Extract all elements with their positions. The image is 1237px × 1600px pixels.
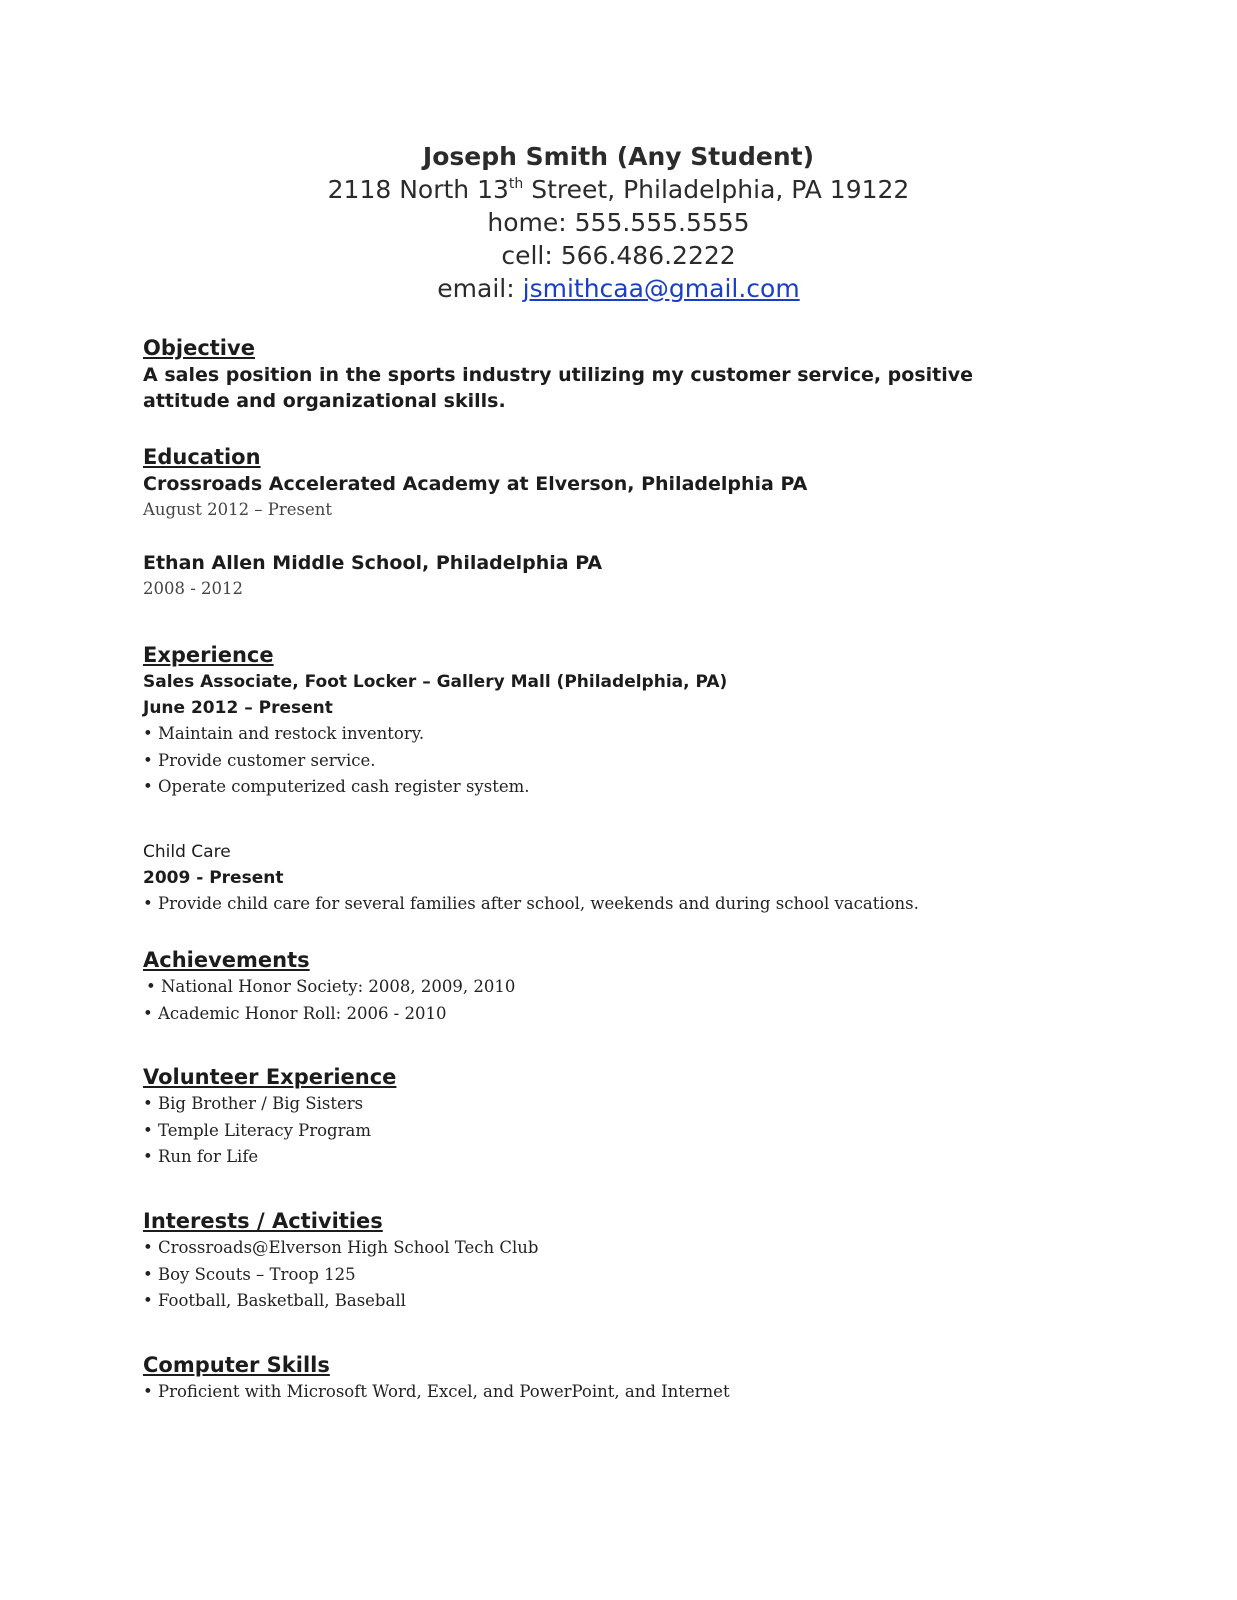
job-duties-list (143, 721, 1103, 801)
address-ordinal-suffix: th (508, 176, 524, 192)
job-duties-list (143, 891, 1103, 918)
job-dates: June 2012 – Present (143, 698, 333, 718)
list-item: • Football, Basketball, Baseball (143, 1288, 1103, 1315)
email-link[interactable]: jsmithcaa@gmail.com (522, 274, 800, 303)
achievements-list (143, 974, 1103, 1027)
interests-list (143, 1235, 1103, 1315)
list-item: • Boy Scouts – Troop 125 (143, 1262, 1103, 1289)
volunteer-heading: Volunteer Experience (143, 1065, 397, 1089)
childcare-entry (143, 839, 1103, 918)
skills-section (143, 1351, 1103, 1406)
email-label: email: (437, 274, 523, 303)
objective-section (143, 334, 1103, 414)
email-line (0, 272, 1237, 305)
skills-heading: Computer Skills (143, 1353, 330, 1377)
list-item: • Provide child care for several families after school, weekends and during school vacations. (143, 891, 1103, 918)
job-dates: 2009 - Present (143, 868, 284, 888)
list-item: • Big Brother / Big Sisters (143, 1091, 1103, 1118)
list-item: • Crossroads@Elverson High School Tech Club (143, 1235, 1103, 1262)
list-item: • Provide customer service. (143, 748, 1103, 775)
experience-heading: Experience (143, 643, 274, 667)
list-item: • Temple Literacy Program (143, 1118, 1103, 1145)
address-rest: Street, Philadelphia, PA 19122 (523, 175, 910, 204)
objective-text: A sales position in the sports industry utilizing my customer service, positive attitude and organizational skills. (143, 364, 974, 412)
contact-header (0, 140, 1237, 305)
objective-heading: Objective (143, 336, 255, 360)
education-section (143, 443, 1103, 602)
address-line (0, 173, 1237, 206)
list-item: • Maintain and restock inventory. (143, 721, 1103, 748)
applicant-name: Joseph Smith (Any Student) (422, 142, 815, 171)
school-dates: 2008 - 2012 (143, 578, 244, 598)
home-phone: home: 555.555.5555 (487, 208, 750, 237)
job-title: Child Care (143, 842, 231, 862)
school-name: Ethan Allen Middle School, Philadelphia PA (143, 551, 603, 574)
list-item: • Run for Life (143, 1144, 1103, 1171)
school-name: Crossroads Accelerated Academy at Elverson, Philadelphia PA (143, 473, 808, 495)
volunteer-section (143, 1063, 1103, 1171)
cell-phone: cell: 566.486.2222 (501, 241, 736, 270)
interests-heading: Interests / Activities (143, 1209, 383, 1233)
address-street-number: 2118 North 13 (327, 175, 509, 204)
list-item: • National Honor Society: 2008, 2009, 2010 (143, 974, 1103, 1001)
achievements-section (143, 946, 1103, 1027)
interests-section (143, 1207, 1103, 1315)
education-heading: Education (143, 445, 261, 469)
school-dates: August 2012 – Present (143, 500, 333, 519)
list-item: • Operate computerized cash register system. (143, 774, 1103, 801)
volunteer-list (143, 1091, 1103, 1171)
list-item: • Academic Honor Roll: 2006 - 2010 (143, 1001, 1103, 1028)
list-item: • Proficient with Microsoft Word, Excel, and PowerPoint, and Internet (143, 1379, 1103, 1406)
achievements-heading: Achievements (143, 948, 310, 972)
experience-section (143, 641, 1103, 801)
skills-list (143, 1379, 1103, 1406)
job-title: Sales Associate, Foot Locker – Gallery Mall (Philadelphia, PA) (143, 672, 728, 692)
